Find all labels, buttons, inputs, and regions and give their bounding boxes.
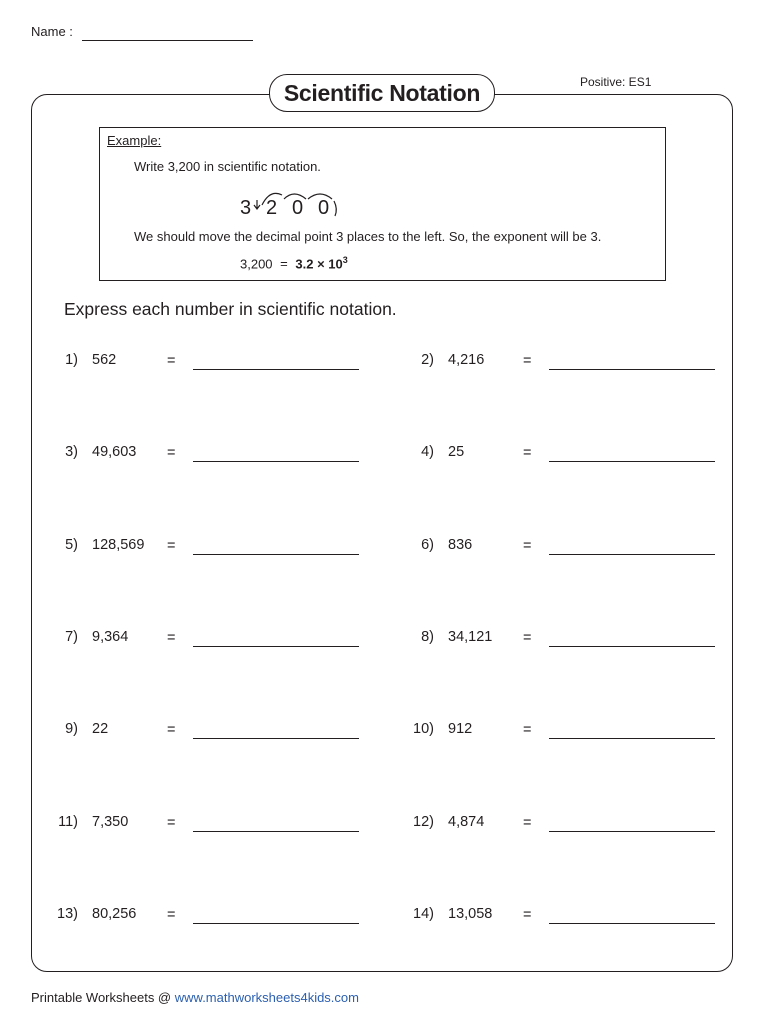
question-11-equals: = — [167, 815, 176, 831]
question-1-number: 1) — [65, 352, 78, 368]
digit-3: 0 — [292, 197, 304, 219]
example-result-eq: = — [280, 256, 288, 272]
question-11-value: 7,350 — [92, 814, 129, 830]
question-9-number: 9) — [65, 721, 78, 737]
footer-link[interactable]: www.mathworksheets4kids.com — [174, 990, 359, 1005]
digit-4: 0 — [318, 197, 330, 219]
question-12-equals: = — [523, 815, 532, 831]
question-10-value: 912 — [448, 721, 473, 737]
question-4-answer-line[interactable] — [549, 461, 715, 462]
question-6-answer-line[interactable] — [549, 554, 715, 555]
question-7-answer-line[interactable] — [193, 646, 359, 647]
question-3-value: 49,603 — [92, 444, 137, 460]
question-9-equals: = — [167, 722, 176, 738]
example-result-exponent: 3 — [342, 255, 348, 265]
footer-prefix: Printable Worksheets @ — [31, 990, 175, 1005]
question-4-equals: = — [523, 445, 532, 461]
example-result — [240, 255, 348, 271]
question-3-number: 3) — [65, 444, 78, 460]
question-7-number: 7) — [65, 629, 78, 645]
question-9-value: 22 — [92, 721, 109, 737]
question-14-equals: = — [523, 907, 532, 923]
name-input-line[interactable] — [82, 40, 253, 41]
question-5-value: 128,569 — [92, 537, 145, 553]
example-explanation: We should move the decimal point 3 places to the left. So, the exponent will be 3. — [134, 229, 602, 244]
footer — [31, 990, 359, 1005]
question-7-equals: = — [167, 630, 176, 646]
question-3-equals: = — [167, 445, 176, 461]
question-5-equals: = — [167, 538, 176, 554]
question-4-number: 4) — [421, 444, 434, 460]
question-14-number: 14) — [413, 906, 434, 922]
question-13-value: 80,256 — [92, 906, 137, 922]
question-12-number: 12) — [413, 814, 434, 830]
question-10-answer-line[interactable] — [549, 738, 715, 739]
question-1-answer-line[interactable] — [193, 369, 359, 370]
question-10-equals: = — [523, 722, 532, 738]
question-7-value: 9,364 — [92, 629, 129, 645]
example-result-lhs: 3,200 — [240, 256, 273, 272]
question-13-number: 13) — [57, 906, 78, 922]
question-5-answer-line[interactable] — [193, 554, 359, 555]
example-box — [99, 127, 666, 281]
decimal-shift-diagram — [232, 187, 352, 221]
question-11-number: 11) — [58, 814, 78, 830]
digit-1: 3 — [240, 197, 252, 219]
question-6-number: 6) — [421, 537, 434, 553]
question-6-value: 836 — [448, 537, 473, 553]
example-prompt: Write 3,200 in scientific notation. — [134, 159, 321, 174]
question-4-value: 25 — [448, 444, 465, 460]
example-label: Example: — [107, 133, 162, 148]
question-12-answer-line[interactable] — [549, 831, 715, 832]
question-3-answer-line[interactable] — [193, 461, 359, 462]
question-12-value: 4,874 — [448, 814, 485, 830]
question-5-number: 5) — [65, 537, 78, 553]
worksheet-version: Positive: ES1 — [580, 75, 652, 89]
question-2-answer-line[interactable] — [549, 369, 715, 370]
instructions: Express each number in scientific notation. — [64, 299, 397, 319]
question-6-equals: = — [523, 538, 532, 554]
question-2-equals: = — [523, 353, 532, 369]
question-13-answer-line[interactable] — [193, 923, 359, 924]
example-result-coefficient: 3.2 × 10 — [295, 256, 343, 272]
question-1-value: 562 — [92, 352, 117, 368]
name-label: Name : — [31, 24, 73, 39]
question-1-equals: = — [167, 353, 176, 369]
question-11-answer-line[interactable] — [193, 831, 359, 832]
question-14-answer-line[interactable] — [549, 923, 715, 924]
digit-2: 2 — [266, 197, 278, 219]
question-8-value: 34,121 — [448, 629, 493, 645]
page-title: Scientific Notation — [269, 74, 495, 112]
question-2-number: 2) — [421, 352, 434, 368]
question-14-value: 13,058 — [448, 906, 493, 922]
question-2-value: 4,216 — [448, 352, 485, 368]
question-8-equals: = — [523, 630, 532, 646]
question-9-answer-line[interactable] — [193, 738, 359, 739]
question-13-equals: = — [167, 907, 176, 923]
question-8-number: 8) — [421, 629, 434, 645]
question-8-answer-line[interactable] — [549, 646, 715, 647]
question-10-number: 10) — [413, 721, 434, 737]
